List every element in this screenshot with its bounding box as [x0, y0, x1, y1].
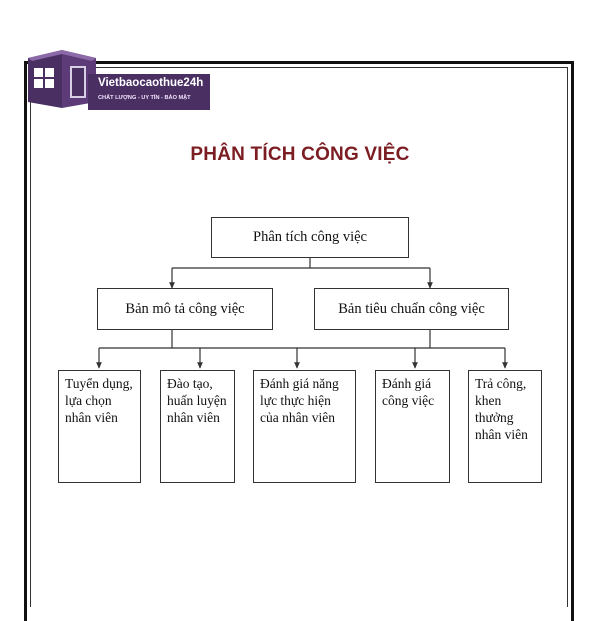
level3-node-compensation — [468, 370, 542, 483]
level3-node-label: Đánh giá năng lực thực hiện của nhân viên — [260, 376, 339, 425]
level2-node-job-description — [97, 288, 273, 330]
level3-node-training — [160, 370, 235, 483]
level3-node-label: Trả công, khen thưởng nhân viên — [475, 376, 528, 442]
level3-node-recruitment — [58, 370, 141, 483]
root-node — [211, 217, 409, 258]
level2-node-label: Bản mô tả công việc — [125, 300, 245, 317]
level3-node-label: Đào tạo, huấn luyện nhân viên — [167, 376, 227, 425]
logo-tagline: CHẤT LƯỢNG - UY TÍN - BẢO MẬT — [98, 95, 191, 101]
logo-name: Vietbaocaothue24h — [98, 77, 204, 89]
diagram-title: PHÂN TÍCH CÔNG VIỆC — [190, 144, 410, 165]
level3-node-label: Tuyển dụng, lựa chọn nhân viên — [65, 376, 133, 425]
level2-node-label: Bản tiêu chuẩn công việc — [338, 300, 485, 317]
level3-node-performance — [253, 370, 356, 483]
root-node-label: Phân tích công việc — [253, 229, 367, 245]
level3-node-label: Đánh giá công việc — [382, 376, 435, 408]
level3-node-job-evaluation — [375, 370, 450, 483]
level2-node-job-standard — [314, 288, 509, 330]
